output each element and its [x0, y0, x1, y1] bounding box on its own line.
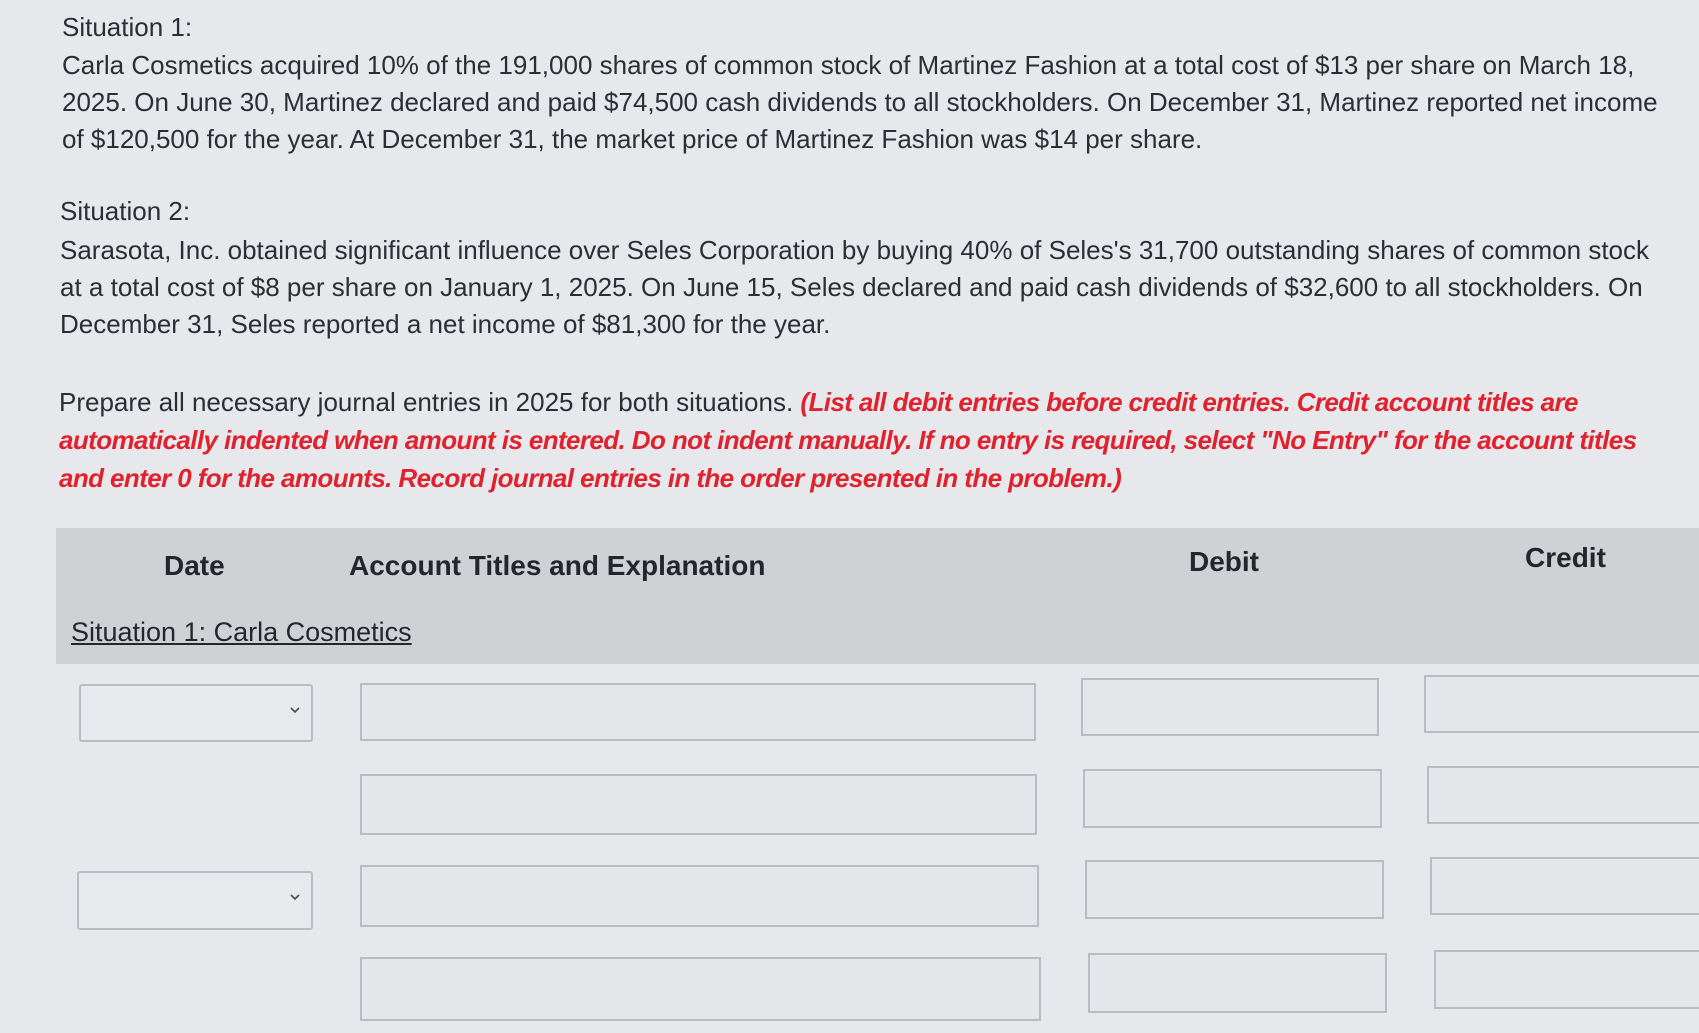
debit-column-header: Debit: [1189, 546, 1259, 577]
journal-table-header: [56, 528, 1699, 664]
date-select-row-1[interactable]: [79, 684, 313, 742]
section-label-situation-1: Situation 1: Carla Cosmetics: [71, 617, 412, 647]
account-input-row-1[interactable]: [360, 683, 1036, 741]
instructions-emphasis: (List all debit entries before credit entries. Credit account titles are automatically indented when amount is entered. Do not indent manually. If no entry is required, select "No Entry" for the account titles and enter 0 for the amounts. Record journal entries in the order presented in the problem.): [59, 387, 1637, 493]
credit-input-row-3[interactable]: [1430, 857, 1699, 915]
credit-column-header: Credit: [1525, 542, 1606, 573]
situation-2-text: Sarasota, Inc. obtained significant influence over Seles Corporation by buying 40% of Seles's 31,700 outstanding shares of common stock at a total cost of $8 per share on January 1, 2025. On June 15, Seles declared and paid cash dividends of $32,600 to all stockholders. On December 31, Seles reported a net income of $81,300 for the year.: [60, 235, 1650, 339]
account-column-header: Account Titles and Explanation: [349, 550, 766, 581]
situation-2-title: Situation 2:: [60, 196, 191, 226]
debit-input-row-2[interactable]: [1083, 769, 1382, 828]
instructions-lead: Prepare all necessary journal entries in 2025 for both situations.: [59, 387, 801, 417]
situation-1-text: Carla Cosmetics acquired 10% of the 191,000 shares of common stock of Martinez Fashion at a total cost of $13 per share on March 18, 2025. On June 30, Martinez declared and paid $74,500 cash dividends to all stockholders. On December 31, Martinez reported net income of $120,500 for the year. At December 31, the market price of Martinez Fashion was $14 per share.: [62, 50, 1658, 154]
date-column-header: Date: [164, 550, 225, 581]
debit-input-row-1[interactable]: [1081, 678, 1379, 736]
debit-input-row-4[interactable]: [1088, 953, 1387, 1013]
credit-input-row-1[interactable]: [1424, 675, 1699, 733]
chevron-down-icon: [289, 704, 301, 716]
chevron-down-icon: [289, 891, 301, 903]
account-input-row-2[interactable]: [360, 774, 1037, 835]
credit-input-row-2[interactable]: [1427, 766, 1699, 824]
situation-1-title: Situation 1:: [62, 12, 193, 42]
credit-input-row-4[interactable]: [1434, 950, 1699, 1009]
instructions: [59, 383, 1669, 497]
debit-input-row-3[interactable]: [1085, 860, 1384, 919]
date-select-row-3[interactable]: [77, 871, 313, 930]
account-input-row-3[interactable]: [360, 865, 1039, 927]
account-input-row-4[interactable]: [360, 957, 1041, 1021]
